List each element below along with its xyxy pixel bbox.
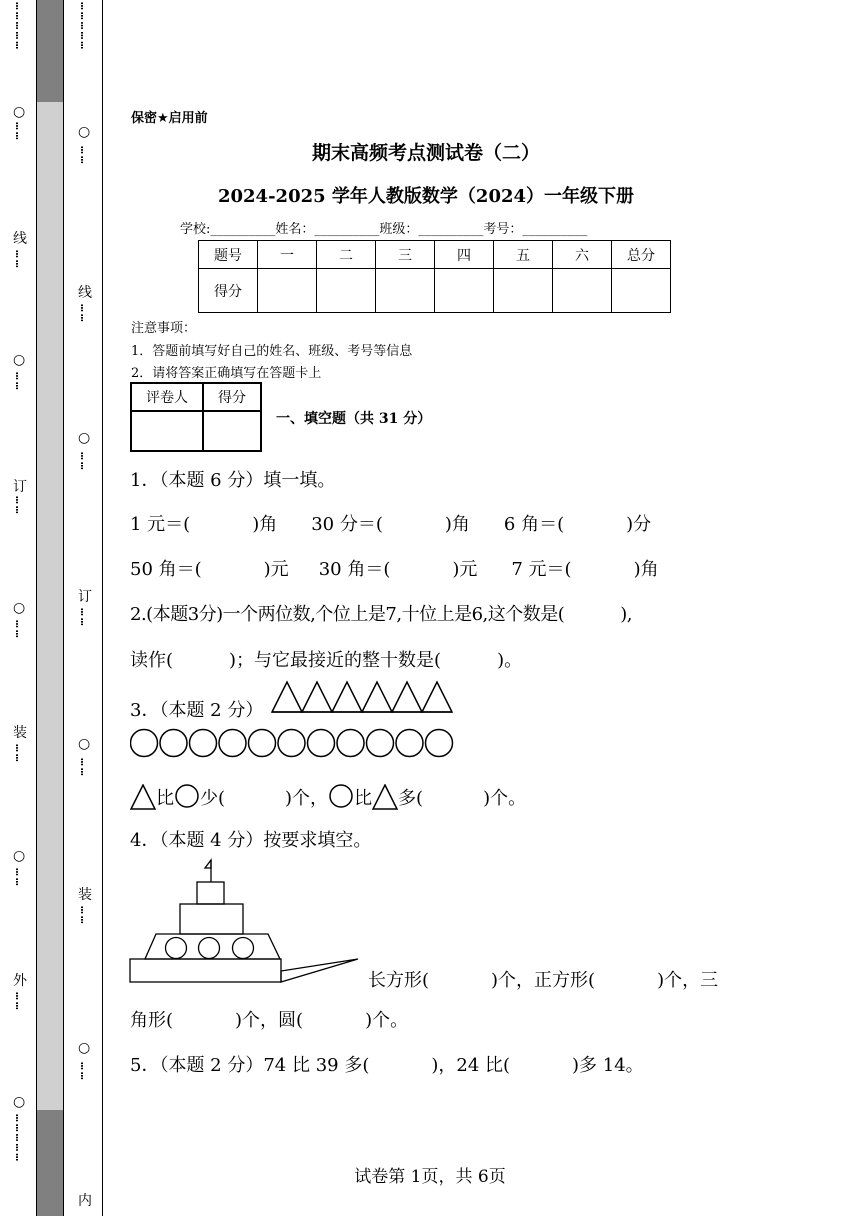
margin-char-ding: 订: [13, 479, 27, 495]
score-cell[interactable]: [553, 269, 612, 313]
margin-char-nei: 内: [78, 1193, 92, 1209]
score-cell[interactable]: [258, 269, 317, 313]
dotted-line: ……: [77, 758, 92, 778]
q1-text: 30 分＝(: [311, 514, 383, 535]
q4-text: )个，三: [657, 970, 719, 991]
dotted-line: ……: [12, 620, 27, 640]
circle-icon: [174, 784, 200, 810]
score-header-cell: 六: [553, 241, 612, 269]
dotted-line: ……: [77, 146, 92, 166]
margin-circle: ○: [13, 352, 26, 368]
circle-shape: [308, 730, 335, 757]
note-item: 2．请将答案正确填写在答题卡上: [131, 366, 322, 381]
exam-subtitle: [0, 182, 860, 208]
q1-text: 50 角＝(: [130, 559, 202, 580]
q4-line1: [368, 966, 718, 992]
student-info-line[interactable]: 学校:__________姓名：__________班级：__________考号：__________: [180, 222, 588, 237]
q3-text: )个。: [483, 788, 527, 809]
dotted-line: ……: [12, 250, 27, 270]
margin-char-xian: 线: [78, 285, 92, 301]
q2-text: ),: [620, 604, 633, 625]
margin-char-zhuang: 装: [78, 887, 92, 903]
q5-text: 5．（本题 2 分）74 比 39 多(: [130, 1055, 370, 1076]
note-item: 1．答题前填写好自己的姓名、班级、考号等信息: [131, 344, 413, 359]
q3-text: 比: [156, 788, 174, 809]
exam-title: [0, 138, 860, 165]
q4-text: )个，圆(: [235, 1010, 304, 1031]
margin-circle: ○: [13, 1094, 26, 1110]
q5-text: )多 14。: [572, 1055, 644, 1076]
score-header-cell: 题号: [199, 241, 258, 269]
q1-text: 6 角＝(: [503, 514, 565, 535]
score-cell[interactable]: [612, 269, 671, 313]
score-header-cell: 二: [317, 241, 376, 269]
q1-text: )元: [263, 559, 289, 580]
score-cell[interactable]: [376, 269, 435, 313]
triangle-icon: [130, 784, 156, 810]
ship-figure: [128, 856, 362, 986]
margin-circle: ○: [13, 104, 26, 120]
q4-text: 长方形(: [368, 970, 430, 991]
dotted-line: ……………: [12, 1114, 27, 1164]
exam-subtitle-text: 2024-2025 学年人教版数学（2024）一年级下册: [217, 186, 635, 207]
q1-stem: 1．（本题 6 分）填一填。: [130, 470, 336, 491]
q5-text: )，24 比(: [431, 1055, 511, 1076]
circle-shape: [396, 730, 423, 757]
reviewer-score-cell[interactable]: [203, 411, 261, 451]
score-row-label: 得分: [199, 269, 258, 313]
reviewer-score-header: 得分: [203, 383, 261, 411]
q1-text: )角: [444, 514, 470, 535]
exam-title-text: 期末高频考点测试卷（二）: [311, 142, 540, 164]
dotted-line: ……: [12, 496, 27, 516]
q2-text: )。: [497, 650, 523, 671]
reviewer-cell[interactable]: [131, 411, 203, 451]
score-header-cell: 三: [376, 241, 435, 269]
score-cell[interactable]: [435, 269, 494, 313]
dotted-line: ……: [12, 122, 27, 142]
q2-line2: [130, 646, 522, 672]
margin-circle: ○: [13, 848, 26, 864]
reviewer-header: 评卷人: [131, 383, 203, 411]
margin-circle: ○: [78, 1040, 91, 1056]
circle-shape: [249, 730, 276, 757]
binding-strip-light: [37, 102, 63, 1110]
score-header-cell: 一: [258, 241, 317, 269]
margin-circle: ○: [13, 600, 26, 616]
q2-text: 读作(: [130, 650, 174, 671]
q2-line1: [130, 600, 632, 626]
q2-text: )；与它最接近的整十数是(: [229, 650, 442, 671]
dotted-line: ……: [12, 868, 27, 888]
dotted-line: ……: [12, 744, 27, 764]
triangle-shape: [392, 682, 422, 712]
dotted-line: ……: [12, 372, 27, 392]
triangle-icon: [372, 784, 398, 810]
circle-shape: [131, 730, 158, 757]
q1-text: )角: [633, 559, 659, 580]
q3-answer-line: [130, 784, 526, 810]
q1-text: )元: [452, 559, 478, 580]
q3-text: 比: [354, 788, 373, 809]
margin-char-xian: 线: [13, 231, 27, 247]
q1-text: 7 元＝(: [511, 559, 572, 580]
q4-text: )个。: [365, 1010, 409, 1031]
q2-text: 2.(本题3分)一个两位数,个位上是7,十位上是6,这个数是(: [130, 604, 565, 625]
q1-text: )分: [626, 514, 652, 535]
dotted-line: ……: [77, 608, 92, 628]
dotted-line: ……: [77, 452, 92, 472]
margin-circle: ○: [78, 430, 91, 446]
circle-shape: [219, 730, 246, 757]
circle-shape: [426, 730, 453, 757]
q3-circles: [130, 728, 454, 758]
page-number: 试卷第 1页，共 6页: [354, 1167, 506, 1187]
q3-stem: 3．（本题 2 分）: [130, 700, 264, 721]
triangle-shape: [302, 682, 332, 712]
triangle-shape: [362, 682, 392, 712]
margin-circle: ○: [78, 124, 91, 140]
margin-char-zhuang: 装: [13, 725, 27, 741]
triangle-shape: [272, 682, 302, 712]
q4-text: )个，正方形(: [491, 970, 596, 991]
margin-char-wai: 外: [13, 973, 27, 989]
q1-text: 30 角＝(: [318, 559, 391, 580]
score-table: [198, 240, 671, 313]
circle-shape: [160, 730, 187, 757]
circle-icon: [328, 784, 354, 810]
secret-label: 保密★启用前: [131, 111, 208, 126]
q5-line: [130, 1051, 644, 1077]
q3-triangles: [270, 680, 454, 714]
score-cell[interactable]: [317, 269, 376, 313]
notes-heading: 注意事项：: [131, 321, 197, 336]
q1-line2: [130, 555, 659, 581]
score-header-cell: 五: [494, 241, 553, 269]
circle-shape: [367, 730, 394, 757]
q4-line2: [130, 1006, 408, 1032]
q3-text: 少(: [200, 788, 226, 809]
circle-shape: [190, 730, 217, 757]
dotted-line: ……: [77, 906, 92, 926]
score-header-cell: 总分: [612, 241, 671, 269]
dotted-line: ……………: [77, 2, 92, 52]
score-header-cell: 四: [435, 241, 494, 269]
dotted-line: ……………: [12, 2, 27, 52]
margin-char-ding: 订: [78, 589, 92, 605]
dotted-line: ……: [77, 1062, 92, 1082]
binding-strip-dark-top: [37, 0, 63, 102]
q3-text: )个，: [285, 788, 329, 809]
triangle-shape: [422, 682, 452, 712]
q1-text: )角: [252, 514, 278, 535]
q1-text: 1 元＝(: [130, 514, 191, 535]
q1-line1: [130, 510, 651, 536]
score-cell[interactable]: [494, 269, 553, 313]
q4-stem: 4．（本题 4 分）按要求填空。: [130, 830, 372, 851]
circle-shape: [278, 730, 305, 757]
triangle-shape: [332, 682, 362, 712]
q3-text: 多(: [398, 788, 424, 809]
dotted-line: ……: [77, 304, 92, 324]
margin-circle: ○: [78, 736, 91, 752]
section-title: 一、填空题（共 31 分）: [276, 411, 432, 427]
dotted-line: ……: [12, 992, 27, 1012]
q4-text: 角形(: [130, 1010, 174, 1031]
circle-shape: [337, 730, 364, 757]
reviewer-table: [130, 382, 262, 452]
page-footer: [0, 1162, 860, 1187]
